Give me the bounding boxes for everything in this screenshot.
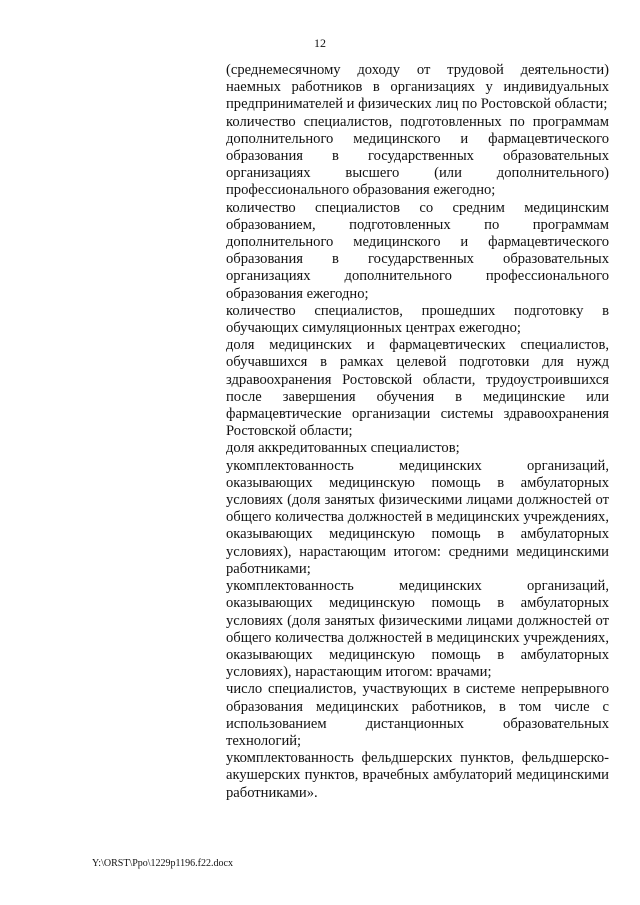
paragraph: число специалистов, участвующих в системе непрерывного образования медицинских работников, в том числе с использованием дистанционных образовательных технологий;	[226, 681, 609, 749]
paragraph: количество специалистов, подготовленных по программам дополнительного медицинского и фармацевтического образования в государственных образовательных организациях высшего (или дополнительного) профессионального образования ежегодно;	[226, 113, 609, 199]
paragraph: доля аккредитованных специалистов;	[226, 440, 460, 457]
paragraph: доля медицинских и фармацевтических специалистов, обучавшихся в рамках целевой подготовки для нужд здравоохранения Ростовской области, трудоустроившихся после завершения обучения в медицинские или фармацевтические организации системы здравоохранения Ростовской области;	[226, 337, 609, 440]
paragraph: количество специалистов со средним медицинским образованием, подготовленных по программам дополнительного медицинского и фармацевтического образования в государственных образовательных организациях дополнительного профессионального образования ежегодно;	[226, 199, 609, 302]
paragraph: укомплектованность фельдшерских пунктов, фельдшерско-акушерских пунктов, врачебных амбулаторий медицинскими работниками».	[226, 750, 609, 801]
footer-file-path: Y:\ORST\Ppo\1229p1196.f22.docx	[92, 858, 233, 869]
page-number: 12	[314, 36, 326, 50]
paragraph: количество специалистов, прошедших подготовку в обучающих симуляционных центрах ежегодно;	[226, 302, 609, 337]
paragraph: (среднемесячному доходу от трудовой деятельности) наемных работников в организациях у индивидуальных предпринимателей и физических лиц по Ростовской области;	[226, 62, 609, 113]
paragraph: укомплектованность медицинских организаций, оказывающих медицинскую помощь в амбулаторных условиях (доля занятых физическими лицами должностей от общего количества должностей в медицинских учреждениях, оказывающих медицинскую помощь в амбулаторных условиях), нарастающим итогом: врачами;	[226, 578, 609, 681]
paragraph: укомплектованность медицинских организаций, оказывающих медицинскую помощь в амбулаторных условиях (доля занятых физическими лицами должностей от общего количества должностей в медицинских учреждениях, оказывающих медицинскую помощь в амбулаторных условиях), нарастающим итогом: средними медицинскими работниками;	[226, 457, 609, 577]
document-body	[226, 62, 609, 802]
